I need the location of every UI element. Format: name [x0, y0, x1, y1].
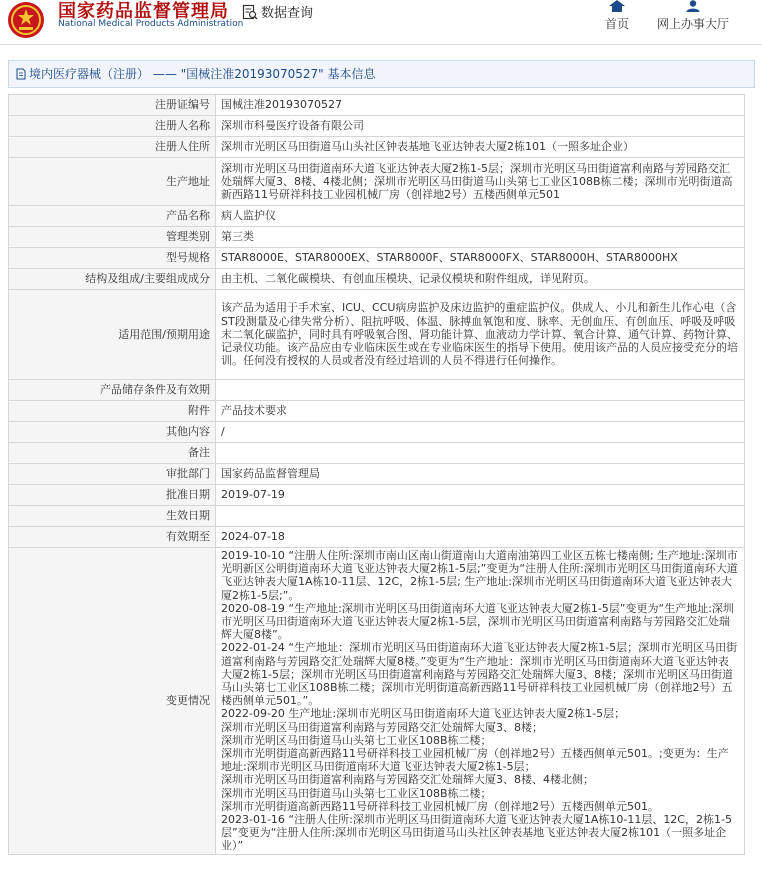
site-title[interactable]: 国家药品监督管理局: [58, 1, 229, 22]
row-label: 注册人名称: [9, 116, 216, 137]
row-value: STAR8000E、STAR8000EX、STAR8000F、STAR8000FX、STAR8000H、STAR8000HX: [216, 248, 745, 269]
change-log-label: 变更情况: [9, 548, 216, 855]
table-row: [9, 443, 745, 464]
nav-online-hall[interactable]: [657, 0, 729, 32]
table-row: [9, 506, 745, 527]
table-row: [9, 206, 745, 227]
table-row-change-log: [9, 548, 745, 855]
nav-home-label: 首页: [605, 17, 630, 31]
breadcrumb: [8, 60, 755, 88]
row-label: 附件: [9, 401, 216, 422]
table-row: [9, 485, 745, 506]
registration-detail-table: [8, 94, 745, 855]
row-value: 病人监护仪: [216, 206, 745, 227]
row-value: 国家药品监督管理局: [216, 464, 745, 485]
row-label: 产品储存条件及有效期: [9, 380, 216, 401]
row-value: 该产品为适用于手术室、ICU、CCU病房监护及床边监护的重症监护仪。供成人、小儿和新生儿作心电（含ST段测量及心律失常分析）、阻抗呼吸、体温、脉搏血氧饱和度、脉率、无创血压、有创血压、呼吸及呼吸末二氧化碳监护，同时具有呼吸氧合图、肾功能计算、血液动力学计算、氧合计算、通气计算、药物计算、记录仪功能。该产品应由专业临床医生或在专业临床医生的指导下使用。使用该产品的人员应接受充分的培训。任何没有授权的人员或者没有经过培训的人员不得进行任何操作。: [216, 290, 745, 380]
top-header: [0, 0, 762, 45]
table-row: [9, 116, 745, 137]
data-query-link[interactable]: [242, 2, 313, 21]
row-value: 国械注准20193070527: [216, 95, 745, 116]
row-label: 结构及组成/主要组成成分: [9, 269, 216, 290]
home-icon: [609, 0, 625, 12]
row-value: [216, 443, 745, 464]
row-value: 第三类: [216, 227, 745, 248]
row-label: 生效日期: [9, 506, 216, 527]
row-value: [216, 380, 745, 401]
row-value: [216, 506, 745, 527]
table-row: [9, 137, 745, 158]
change-log-text: 2019-10-10 “注册人住所:深圳市南山区南山街道南山大道南油第四工业区五栋七楼南侧; 生产地址:深圳市光明新区公明街道南环大道飞亚达钟表大厦2栋1-5层;”变更为“注册人住所:深圳市光明区马田街道南环大道飞亚达钟表大厦1A栋10-11层、12C，2栋1-5层; 生产地址:深圳市光明区马田街道南环大道飞亚达钟表大厦2栋1-5层;”。 2020-08-19 “生产地址:深圳市光明区马田街道南环大道飞亚达钟表大厦2栋1-5层”变更为“生产地址:深圳市光明区马田街道南环大道飞亚达钟表大厦2栋1-5层，深圳市光明区马田街道富利南路与芳园路交汇处瑞辉大厦8楼”。 2022-01-24 “生产地址：深圳市光明区马田街道南环大道飞亚达钟表大厦2栋1-5层；深圳市光明区马田街道富利南路与芳园路交汇处瑞辉大厦8楼。”变更为“生产地址：深圳市光明区马田街道南环大道飞亚达钟表大厦2栋1-5层；深圳市光明区马田街道富利南路与芳园路交汇处瑞辉大厦3、8楼；深圳市光明区马田街道马山头第七工业区108B栋二楼；深圳市光明街道高新西路11号研祥科技工业园机械厂房（创祥地2号）五楼西侧单元501。”。 2022-09-20 生产地址:深圳市光明区马田街道南环大道飞亚达钟表大厦2栋1-5层； 深圳市光明区马田街道富利南路与芳园路交汇处瑞辉大厦3、8楼； 深圳市光明区马田街道马山头第七工业区108B栋二楼； 深圳市光明街道高新西路11号研祥科技工业园机械厂房（创祥地2号）五楼西侧单元501。;变更为：生产地址:深圳市光明区马田街道南环大道飞亚达钟表大厦2栋1-5层； 深圳市光明区马田街道富利南路与芳园路交汇处瑞辉大厦3、8楼、4楼北侧； 深圳市光明区马田街道马山头第七工业区108B栋二楼； 深圳市光明街道高新西路11号研祥科技工业园机械厂房（创祥地2号）五楼西侧单元501。 2023-01-16 “注册人住所:深圳市光明区马田街道南环大道飞亚达钟表大厦1A栋10-11层、12C，2栋1-5层”变更为“注册人住所:深圳市光明区马田街道马山头社区钟表基地飞亚达钟表大厦2栋101（一照多址企业）”: [216, 548, 745, 855]
row-value: 2019-07-19: [216, 485, 745, 506]
table-row: [9, 158, 745, 206]
breadcrumb-current: "国械注准20193070527" 基本信息: [180, 67, 376, 81]
nav-home[interactable]: [605, 0, 629, 32]
row-value: 2024-07-18: [216, 527, 745, 548]
data-query-label: 数据查询: [261, 6, 314, 21]
row-label: 有效期至: [9, 527, 216, 548]
row-value: 深圳市光明区马田街道南环大道飞亚达钟表大厦2栋1-5层；深圳市光明区马田街道富利南路与芳园路交汇处瑞辉大厦3、8楼、4楼北侧；深圳市光明区马田街道马山头第七工业区108B栋二楼；深圳市光明街道高新西路11号研祥科技工业园机械厂房（创祥地2号）五楼西侧单元501: [216, 158, 745, 206]
table-row: [9, 380, 745, 401]
row-label: 注册人住所: [9, 137, 216, 158]
site-subtitle: National Medical Products Administration: [58, 19, 244, 29]
row-value: 深圳市光明区马田街道马山头社区钟表基地飞亚达钟表大厦2栋101（一照多址企业）: [216, 137, 745, 158]
row-value: 深圳市科曼医疗设备有限公司: [216, 116, 745, 137]
nav-online-hall-label: 网上办事大厅: [657, 17, 730, 31]
row-label: 批准日期: [9, 485, 216, 506]
table-row: [9, 290, 745, 380]
row-label: 备注: [9, 443, 216, 464]
breadcrumb-separator: ——: [152, 67, 177, 81]
magnifier-document-icon: [242, 4, 258, 20]
row-label: 管理类别: [9, 227, 216, 248]
row-label: 型号规格: [9, 248, 216, 269]
table-row: [9, 422, 745, 443]
national-emblem-icon[interactable]: [6, 0, 46, 40]
row-value: 产品技术要求: [216, 401, 745, 422]
row-label: 其他内容: [9, 422, 216, 443]
table-row: [9, 269, 745, 290]
row-value: /: [216, 422, 745, 443]
row-value: 由主机、二氧化碳模块、有创血压模块、记录仪模块和附件组成，详见附页。: [216, 269, 745, 290]
table-row: [9, 464, 745, 485]
table-row: [9, 95, 745, 116]
row-label: 生产地址: [9, 158, 216, 206]
user-icon: [685, 0, 701, 12]
row-label: 审批部门: [9, 464, 216, 485]
table-row: [9, 248, 745, 269]
row-label: 注册证编号: [9, 95, 216, 116]
table-row: [9, 227, 745, 248]
document-icon: [15, 68, 27, 80]
breadcrumb-category-link[interactable]: 境内医疗器械（注册）: [29, 67, 150, 81]
table-row: [9, 401, 745, 422]
row-label: 产品名称: [9, 206, 216, 227]
row-label: 适用范围/预期用途: [9, 290, 216, 380]
table-row: [9, 527, 745, 548]
